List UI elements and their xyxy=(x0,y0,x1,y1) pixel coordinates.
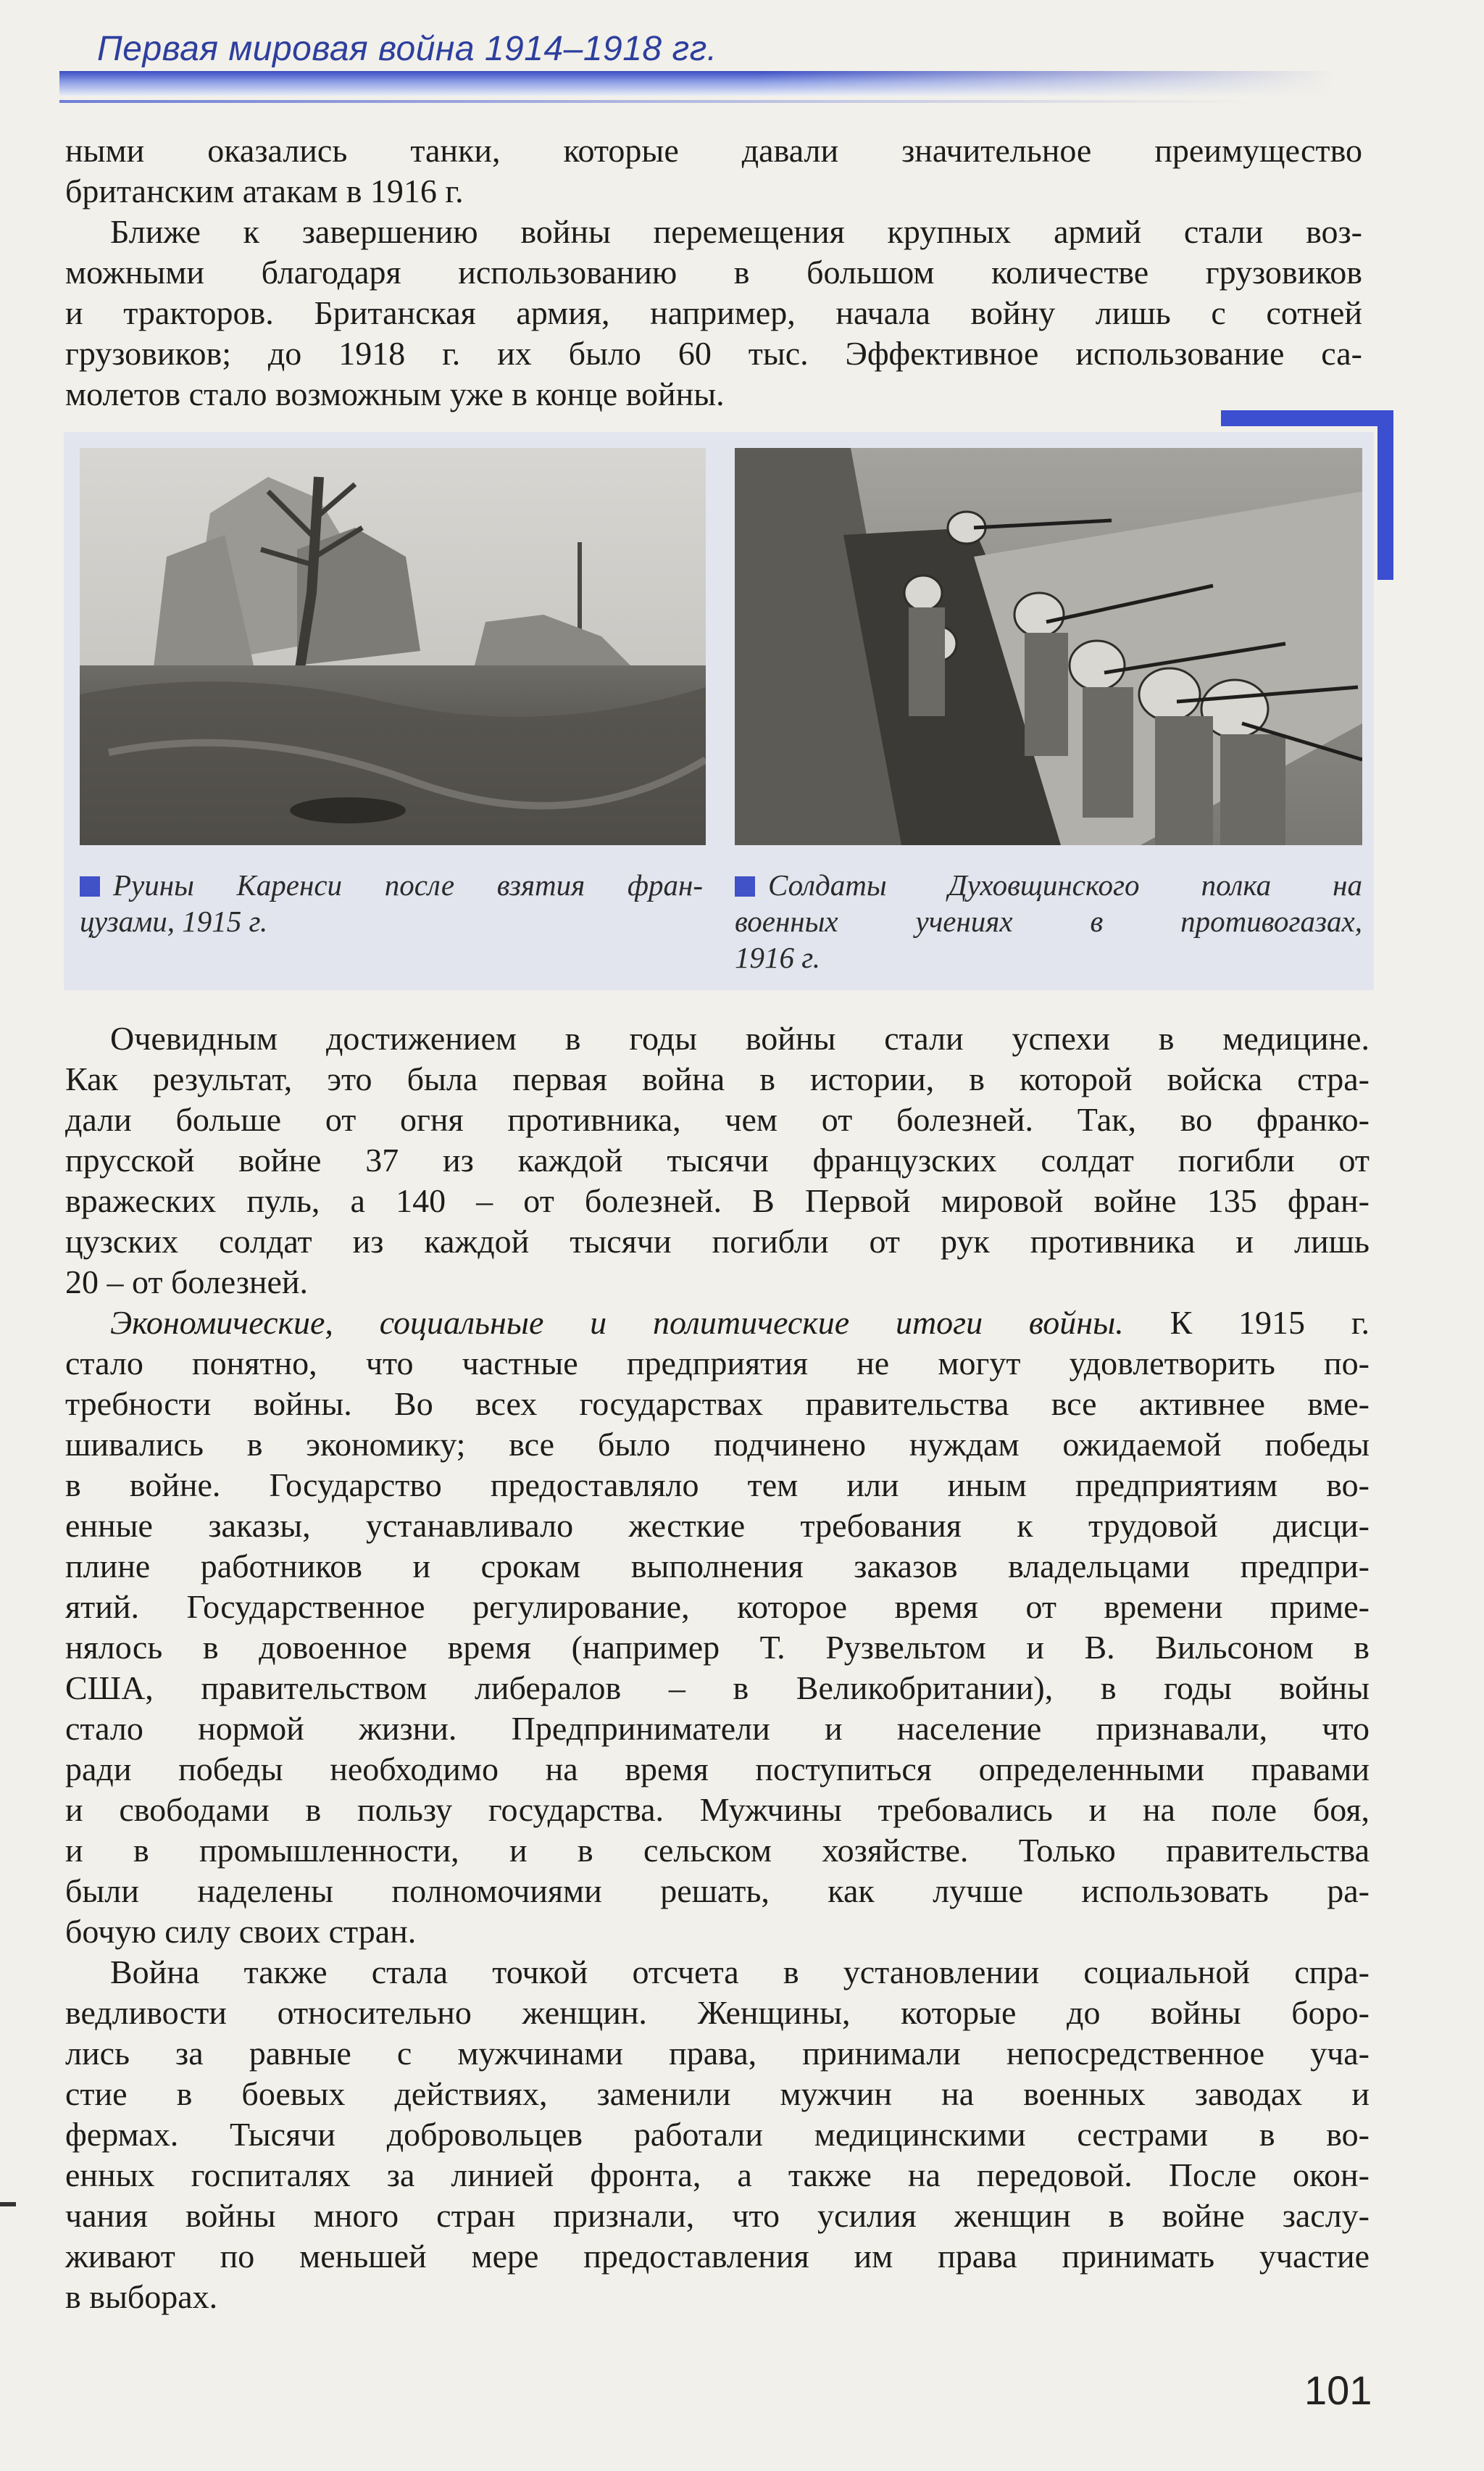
text-line: ными оказались танки, которые давали значительное преимущество xyxy=(65,132,1362,169)
text-line: стало понятно, что частные предприятия не могут удовлетворить по- xyxy=(65,1345,1370,1382)
text-line: К 1915 г. xyxy=(1170,1304,1370,1341)
text-line: ради победы необходимо на время поступиться определенными правами xyxy=(65,1751,1370,1787)
text-line: в войне. Государство предоставляло тем или иным предприятиям во- xyxy=(65,1466,1370,1503)
text-line: енных госпиталях за линией фронта, а также на передовой. После окон- xyxy=(65,2156,1370,2193)
text-line: енные заказы, устанавливало жесткие требования к трудовой дисци- xyxy=(65,1507,1370,1544)
text-line: прусской войне 37 из каждой тысячи французских солдат погибли от xyxy=(65,1142,1370,1179)
text-line: Война также стала точкой отсчета в установлении социальной спра- xyxy=(110,1953,1370,1990)
text-line: стие в боевых действиях, заменили мужчин на военных заводах и xyxy=(65,2075,1370,2112)
text-line: Как результат, это была первая война в истории, в которой войска стра- xyxy=(65,1060,1370,1097)
caption-line: военных учениях в противогазах, xyxy=(735,905,1362,938)
caption-ruins xyxy=(80,867,703,939)
text-line: США, правительством либералов – в Великобритании), в годы войны xyxy=(65,1669,1370,1706)
text-line: были наделены полномочиями решать, как лучше использовать ра- xyxy=(65,1872,1370,1909)
figure-panel xyxy=(64,432,1374,990)
text-line: и в промышленности, и в сельском хозяйстве. Только правительства xyxy=(65,1832,1370,1869)
text-line: бочую силу своих стран. xyxy=(65,1913,417,1950)
text-line: вражеских пуль, а 140 – от болезней. В Первой мировой войне 135 фран- xyxy=(65,1182,1370,1219)
running-head-title: Первая мировая война 1914–1918 гг. xyxy=(97,30,717,68)
caption-line: 1916 г. xyxy=(735,941,820,974)
text-line: плине работников и срокам выполнения заказов владельцами предпри- xyxy=(65,1548,1370,1585)
paragraph-tanks xyxy=(65,130,1362,212)
section-heading-inline: Экономические, социальные и политические итоги войны. xyxy=(110,1304,1124,1341)
caption-line: Руины Каренси после взятия фран- xyxy=(113,868,703,902)
text-line: Очевидным достижением в годы войны стали успехи в медицине. xyxy=(110,1020,1370,1057)
header-gradient-bar xyxy=(59,71,1335,96)
text-line: и свободами в пользу государства. Мужчины требовались и на поле боя, xyxy=(65,1791,1370,1828)
text-line: и тракторов. Британская армия, например, начала войну лишь с сотней xyxy=(65,294,1362,331)
caption-line: цузами, 1915 г. xyxy=(80,905,268,938)
text-line: молетов стало возможным уже в конце войны. xyxy=(65,375,725,412)
text-line: стало нормой жизни. Предприниматели и население признавали, что xyxy=(65,1710,1370,1747)
text-line: дали больше от огня противника, чем от болезней. Так, во франко- xyxy=(65,1101,1370,1138)
text-line: нялось в довоенное время (например Т. Рузвельтом и В. Вильсоном в xyxy=(65,1629,1370,1666)
text-line: фермах. Тысячи добровольцев работали медицинскими сестрами в во- xyxy=(65,2116,1370,2153)
text-line: живают по меньшей мере предоставления им права принимать участие xyxy=(65,2238,1370,2275)
paragraph-trucks xyxy=(65,212,1362,415)
photo-gas-mask-drill xyxy=(735,448,1362,845)
caption-bullet-icon xyxy=(80,876,100,897)
text-line: 20 – от болезней. xyxy=(65,1263,309,1300)
text-line: лись за равные с мужчинами права, принимали непосредственное уча- xyxy=(65,2035,1370,2072)
text-line: Ближе к завершению войны перемещения крупных армий стали воз- xyxy=(110,213,1362,250)
text-line: британским атакам в 1916 г. xyxy=(65,173,464,209)
paragraph-women xyxy=(65,1952,1370,2317)
paragraph-medicine xyxy=(65,1018,1370,1303)
caption-soldiers xyxy=(735,867,1362,976)
caption-bullet-icon xyxy=(735,876,755,897)
text-line: шивались в экономику; все было подчинено нуждам ожидаемой победы xyxy=(65,1426,1370,1463)
text-line: цузских солдат из каждой тысячи погибли от рук противника и лишь xyxy=(65,1223,1370,1260)
paragraph-economics xyxy=(65,1303,1370,1952)
page-header xyxy=(59,22,1335,109)
margin-mark xyxy=(0,2202,16,2206)
text-line: грузовиков; до 1918 г. их было 60 тыс. Эффективное использование са- xyxy=(65,335,1362,372)
text-line: в выборах. xyxy=(65,2278,218,2315)
text-line: ведливости относительно женщин. Женщины, которые до войны боро- xyxy=(65,1994,1370,2031)
top-paragraphs xyxy=(65,130,1362,415)
header-rule xyxy=(59,100,1255,103)
text-line: ятий. Государственное регулирование, которое время от времени приме- xyxy=(65,1588,1370,1625)
text-line: требности войны. Во всех государствах правительства все активнее вме- xyxy=(65,1385,1370,1422)
text-line: можными благодаря использованию в большом количестве грузовиков xyxy=(65,254,1362,291)
main-paragraphs xyxy=(65,1018,1370,2317)
text-line: чания войны много стран признали, что усилия женщин в войне заслу- xyxy=(65,2197,1370,2234)
page-number: 101 xyxy=(1304,2367,1372,2413)
photo-ruins-carency xyxy=(80,448,706,845)
caption-line: Солдаты Духовщинского полка на xyxy=(768,868,1362,902)
